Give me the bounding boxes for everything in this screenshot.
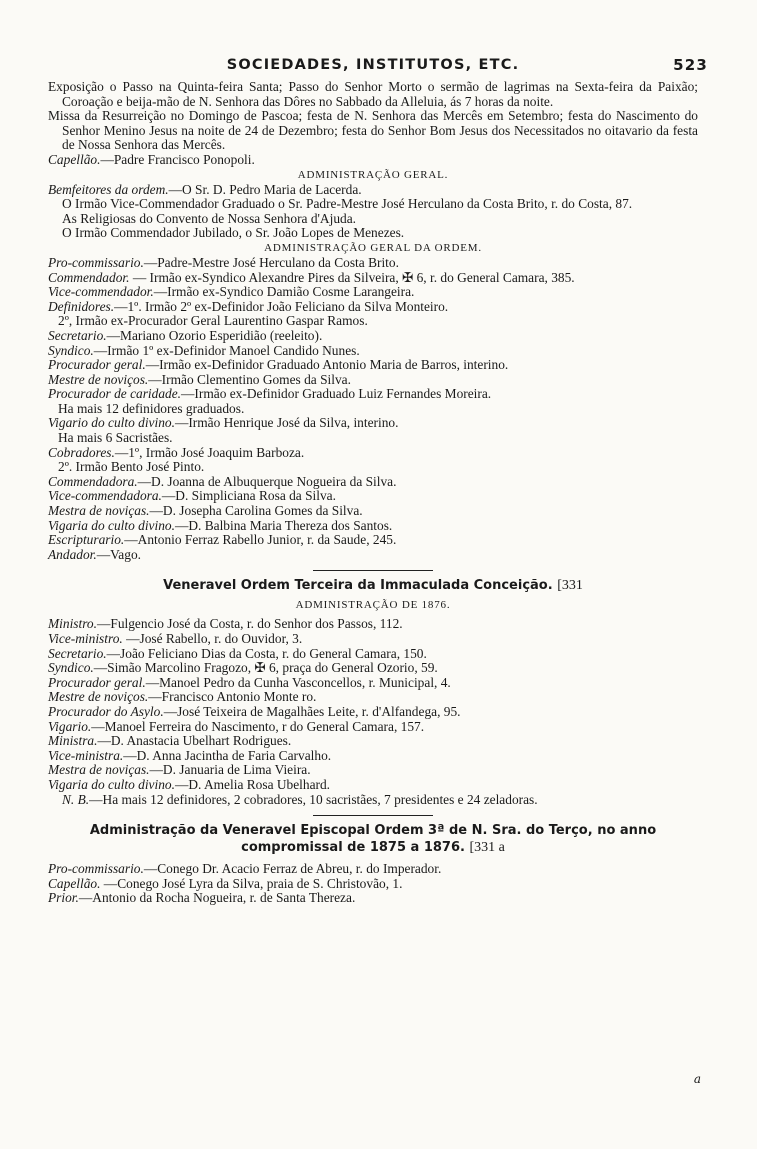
margin-mark: a <box>693 1072 701 1086</box>
roster-entry <box>48 446 698 461</box>
role-label: Vigaria do culto divino. <box>48 776 175 792</box>
roster-entry <box>48 661 698 676</box>
roster-entry <box>48 734 698 749</box>
roster-continuation: Ha mais 12 definidores graduados. <box>58 400 245 416</box>
entry-text: —José Rabello, r. do Ouvidor, 3. <box>122 631 303 646</box>
admin-geral-line: O Irmão Commendador Jubilado, o Sr. João Lopes de Menezes. <box>62 225 405 241</box>
entry-text: —José Teixeira de Magalhães Leite, r. d'Alfandega, 95. <box>163 703 461 719</box>
entry-text: —Vago. <box>96 546 141 562</box>
role-label: Mestre de noviços. <box>48 689 149 705</box>
roster-entry <box>48 877 698 892</box>
entry-text: —Conego Dr. Acacio Ferraz de Abreu, r. do Imperador. <box>143 861 442 877</box>
role-label: Vice-ministro. <box>48 631 123 646</box>
role-label: Secretario. <box>48 327 107 343</box>
role-label: Vigaria do culto divino. <box>48 517 175 533</box>
role-label: Vice-commendador. <box>48 284 154 300</box>
role-label: Capellão. <box>48 151 101 167</box>
intro-line: Missa da Resurreição no Domingo de Pascoa; festa de N. Senhora das Mercês em Setembro; festa do Nascimento do Senhor Menino Jesus na noite de 24 de Dezembro; festa do Senhor Bom Jesus dos Necessitados no oitavario da festa de Nossa Senhora das Mercês. <box>48 108 698 153</box>
role-label: Procurador de caridade. <box>48 386 182 402</box>
header-title: SOCIEDADES, INSTITUTOS, ETC. <box>226 57 520 73</box>
entry-text: —1º. Irmão 2º ex-Definidor João Feliciano da Silva Monteiro. <box>114 298 449 314</box>
entry-text: —Irmão Clementino Gomes da Silva. <box>148 371 351 387</box>
entry-text: —Simão Marcolino Fragozo, ✠ 6, praça do General Ozorio, 59. <box>93 660 438 676</box>
roster-entry <box>48 647 698 662</box>
entry-text: —D. Anastacia Ubelhart Rodrigues. <box>97 733 292 749</box>
roster-continuation: 2º, Irmão ex-Procurador Geral Laurentino Gaspar Ramos. <box>58 313 368 329</box>
roster-entry <box>48 271 698 286</box>
roster-entry <box>48 358 698 373</box>
role-label: Escripturario. <box>48 532 125 548</box>
intro-line: Exposição o Passo na Quinta-feira Santa; Passo do Senhor Morto o sermão de lagrimas na Sexta-feira da Paixão; Coroação e beija-mão de N. Senhora das Dôres no Sabbado da Alleluia, ás 7 horas da noite. <box>48 79 698 109</box>
benfeitores-line <box>48 183 698 198</box>
roster-entry <box>48 504 698 519</box>
entry-text: —Manoel Pedro da Cunha Vasconcellos, r. Municipal, 4. <box>145 674 451 690</box>
roster-entry <box>48 720 698 735</box>
entry-text: —Mariano Ozorio Esperidião (reeleito). <box>106 327 323 343</box>
entry-text: —D. Joanna de Albuquerque Nogueira da Silva. <box>137 473 397 489</box>
role-label: Commendador. <box>48 269 130 285</box>
section-subheading: ADMINISTRAÇÃO DE 1876. <box>295 599 451 612</box>
role-label: Bemfeitores da ordem. <box>48 181 169 197</box>
admin-ordem-list <box>48 256 698 562</box>
role-label: Mestra de noviças. <box>48 762 150 778</box>
role-label: Syndico. <box>48 660 94 676</box>
section-title-line2 <box>48 839 698 856</box>
entry-text: —D. Balbina Maria Thereza dos Santos. <box>174 517 393 533</box>
running-header <box>48 56 708 78</box>
roster-entry <box>48 533 698 548</box>
section-title-text: Veneravel Ordem Terceira da Immaculada Conceição. <box>163 578 553 594</box>
admin-ordem-heading: ADMINISTRAÇÃO GERAL DA ORDEM. <box>264 241 482 254</box>
role-label: Andador. <box>48 546 97 562</box>
entry-text: —Conego José Lyra da Silva, praia de S. Christovão, 1. <box>100 875 403 891</box>
roster-entry <box>48 373 698 388</box>
entry-text: —Padre-Mestre José Herculano da Costa Brito. <box>143 254 399 270</box>
entry-text: —Ha mais 12 definidores, 2 cobradores, 10 sacristães, 7 presidentes e 24 zeladoras. <box>89 791 538 807</box>
roster-entry <box>48 763 698 778</box>
section-title <box>48 577 698 594</box>
roster-entry <box>48 676 698 691</box>
section3-list <box>48 862 698 906</box>
role-label: Mestre de noviços. <box>48 371 149 387</box>
section-divider <box>313 815 433 816</box>
entry-text: —O Sr. D. Pedro Maria de Lacerda. <box>168 181 362 197</box>
role-label: Syndico. <box>48 342 94 358</box>
entry-text: —Irmão ex-Definidor Graduado Luiz Fernandes Moreira. <box>181 386 492 402</box>
section2-list <box>48 617 698 807</box>
role-label: Definidores. <box>48 298 115 314</box>
roster-entry <box>48 285 698 300</box>
roster-continuation: 2º. Irmão Bento José Pinto. <box>58 459 205 475</box>
role-label: Vigario. <box>48 718 92 734</box>
entry-text: —D. Januaria de Lima Vieira. <box>149 762 311 778</box>
roster-entry <box>48 690 698 705</box>
entry-text: —Irmão ex-Syndico Damião Cosme Larangeira. <box>153 284 415 300</box>
role-label: Ministra. <box>48 733 98 749</box>
roster-entry <box>48 617 698 632</box>
entry-text: —Antonio da Rocha Nogueira, r. de Santa Thereza. <box>78 890 356 906</box>
entry-text: —Padre Francisco Ponopoli. <box>100 151 255 167</box>
roster-entry <box>48 344 698 359</box>
roster-entry <box>48 891 698 906</box>
section-title-text: compromissal de 1875 a 1876. <box>241 840 465 856</box>
roster-entry <box>48 749 698 764</box>
roster-entry <box>48 329 698 344</box>
role-label: Commendadora. <box>48 473 138 489</box>
entry-text: —Francisco Antonio Monte ro. <box>148 689 317 705</box>
roster-entry <box>48 387 698 402</box>
role-label: Prior. <box>48 890 79 906</box>
roster-entry <box>48 519 698 534</box>
role-label: Vice-commendadora. <box>48 488 162 504</box>
role-label: Pro-commissario. <box>48 861 144 877</box>
role-label: Secretario. <box>48 645 107 661</box>
role-label: Procurador geral. <box>48 674 146 690</box>
section-divider <box>313 570 433 571</box>
roster-entry <box>48 475 698 490</box>
capellao-line <box>48 153 698 168</box>
role-label: Mestra de noviças. <box>48 503 150 519</box>
page-body <box>48 80 698 906</box>
entry-text: — Irmão ex-Syndico Alexandre Pires da Silveira, ✠ 6, r. do General Camara, 385. <box>129 269 575 285</box>
entry-text: —Manoel Ferreira do Nascimento, r do General Camara, 157. <box>91 718 425 734</box>
role-label: Vice-ministra. <box>48 747 124 763</box>
roster-continuation: Ha mais 6 Sacristães. <box>58 430 173 446</box>
roster-entry <box>48 705 698 720</box>
entry-text: —D. Josepha Carolina Gomes da Silva. <box>149 503 363 519</box>
entry-text: —Fulgencio José da Costa, r. do Senhor dos Passos, 112. <box>96 616 403 632</box>
nota-bene <box>48 793 698 808</box>
role-label: Ministro. <box>48 616 97 632</box>
roster-entry <box>48 548 698 563</box>
role-label: Cobradores. <box>48 444 115 460</box>
roster-entry <box>48 862 698 877</box>
roster-entry <box>48 256 698 271</box>
entry-text: —D. Anna Jacintha de Faria Carvalho. <box>123 747 332 763</box>
role-label: Procurador do Asylo. <box>48 703 164 719</box>
admin-geral-heading: ADMINISTRAÇÃO GERAL. <box>297 168 449 181</box>
entry-text: —Antonio Ferraz Rabello Junior, r. da Saude, 245. <box>124 532 397 548</box>
role-label: N. B. <box>62 791 90 807</box>
section-ref: [331 <box>557 578 583 594</box>
entry-text: —1º, Irmão José Joaquim Barboza. <box>114 444 305 460</box>
role-label: Vigario do culto divino. <box>48 415 175 431</box>
admin-geral-line: O Irmão Vice-Commendador Graduado o Sr. Padre-Mestre José Herculano da Costa Brito, r. do Costa, 87. <box>62 196 633 212</box>
entry-text: —D. Amelia Rosa Ubelhard. <box>174 776 331 792</box>
roster-entry <box>48 632 698 647</box>
role-label: Capellão. <box>48 875 101 891</box>
entry-text: —Irmão ex-Definidor Graduado Antonio Maria de Barros, interino. <box>145 357 509 373</box>
entry-text: —João Feliciano Dias da Costa, r. do General Camara, 150. <box>106 645 427 661</box>
section-ref: [331 a <box>469 840 505 856</box>
section-title: Administração da Veneravel Episcopal Ordem 3ª de N. Sra. do Terço, no anno <box>89 823 657 839</box>
role-label: Pro-commissario. <box>48 254 144 270</box>
page-number: 523 <box>673 56 708 74</box>
entry-text: —Irmão Henrique José da Silva, interino. <box>174 415 399 431</box>
role-label: Procurador geral. <box>48 357 146 373</box>
roster-entry <box>48 778 698 793</box>
roster-entry <box>48 300 698 315</box>
admin-geral-line: As Religiosas do Convento de Nossa Senhora d'Ajuda. <box>62 210 356 226</box>
roster-entry <box>48 416 698 431</box>
roster-entry <box>48 489 698 504</box>
entry-text: —D. Simpliciana Rosa da Silva. <box>161 488 336 504</box>
entry-text: —Irmão 1º ex-Definidor Manoel Candido Nunes. <box>93 342 360 358</box>
